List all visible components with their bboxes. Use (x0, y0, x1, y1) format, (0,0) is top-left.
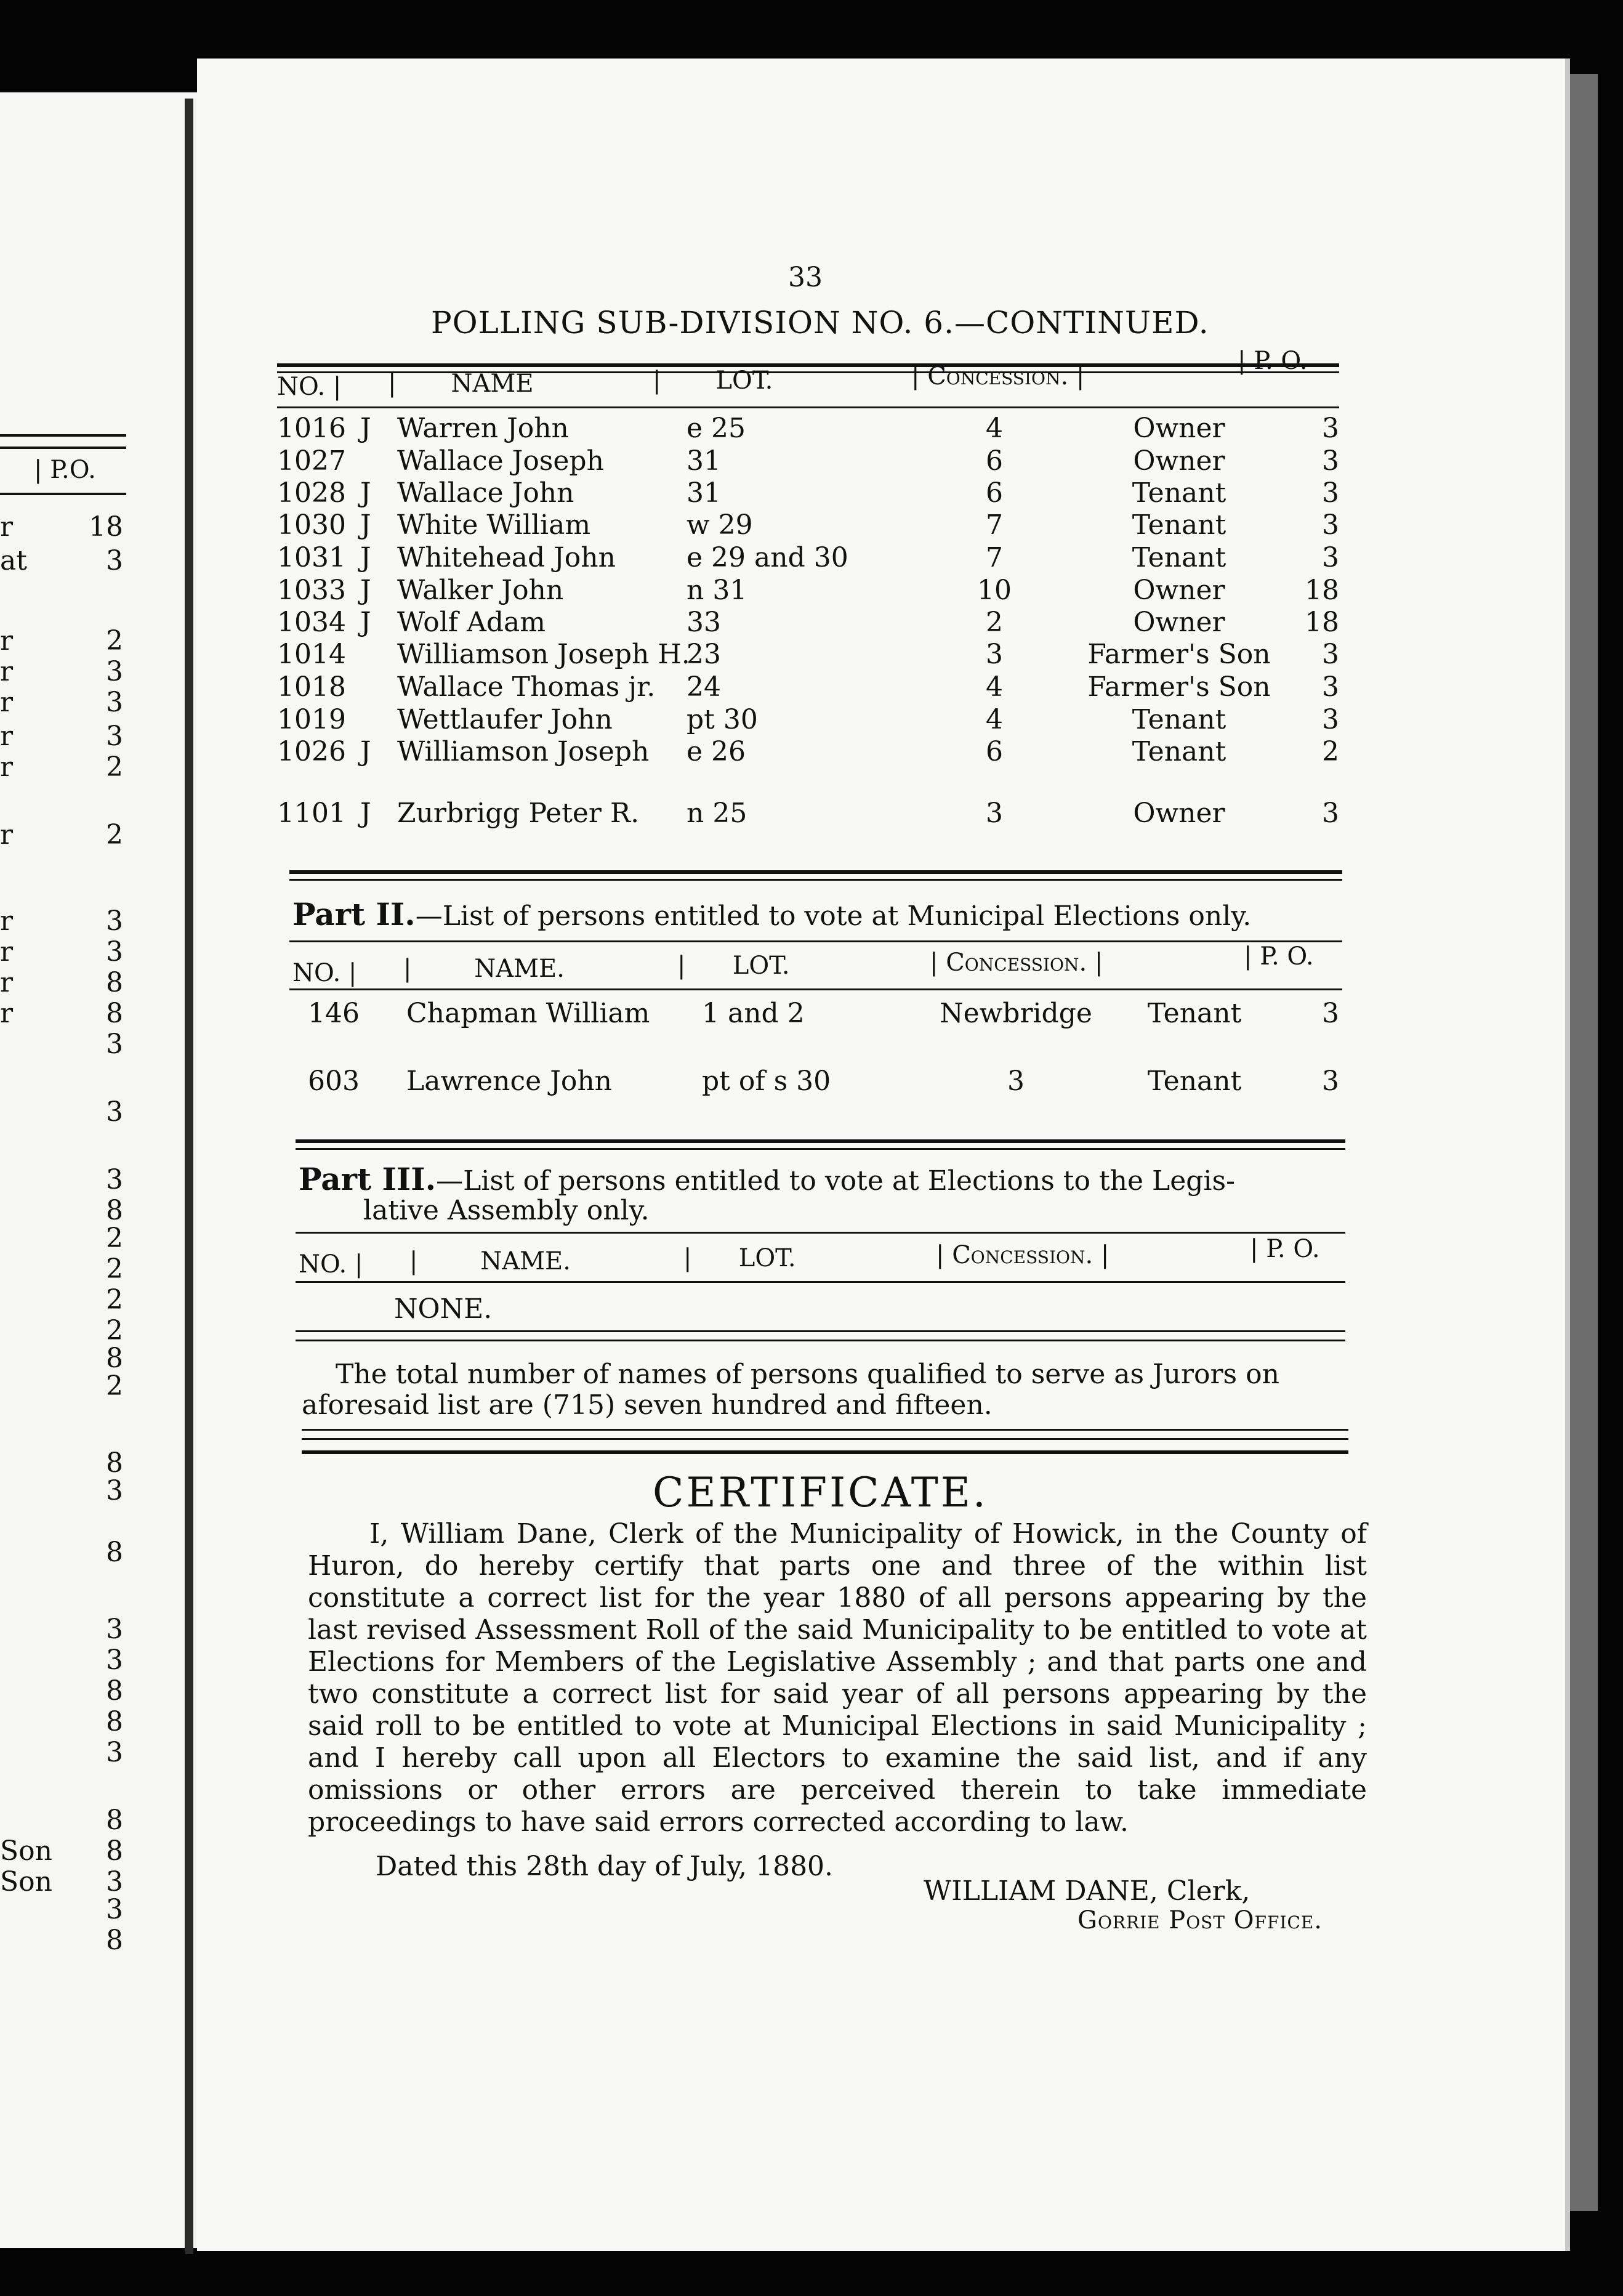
left-page-cell-po: 3 (106, 545, 123, 576)
cell-no: 1018 (277, 671, 346, 703)
left-page-cell-po: 3 (106, 1475, 123, 1506)
cell-no: 1016 (277, 413, 346, 444)
cell-con: 4 (986, 413, 1003, 444)
cell-name: White William (397, 509, 591, 541)
cell-name: Wallace John (397, 477, 574, 509)
left-page-cell-status: r (0, 687, 14, 718)
p3-col-header-name: | NAME. (409, 1247, 571, 1275)
left-page-cell-po: 3 (106, 721, 123, 752)
cell-po: 3 (1322, 798, 1339, 829)
section-rule (302, 1450, 1348, 1454)
certificate-title: CERTIFICATE. (653, 1469, 988, 1516)
cell-name: Whitehead John (397, 542, 616, 573)
table-rule (296, 1340, 1345, 1341)
cell-no: 1101 (277, 798, 346, 829)
cell-lot: n 31 (687, 575, 747, 606)
p3-col-header-lot: | LOT. (683, 1244, 796, 1272)
p2-col-header-po: | P. O. (1244, 942, 1314, 971)
cell-no: 1014 (277, 639, 346, 670)
left-page-cell-po: 8 (106, 1537, 123, 1568)
cell-lot: 33 (687, 607, 721, 638)
left-page-cell-status: Son (0, 1835, 52, 1867)
left-page-cell-po: 2 (106, 1284, 123, 1316)
cell-name: Warren John (397, 413, 569, 444)
cell-no: 1033 (277, 575, 346, 606)
cell-name: Wettlaufer John (397, 704, 613, 735)
p2-col-header-concession: | Concession. | (930, 948, 1103, 977)
cell-status: Tenant (1132, 704, 1226, 735)
left-page-cell-po: 3 (106, 1737, 123, 1768)
cell-no: 1028 (277, 477, 346, 509)
cell-po: 3 (1322, 542, 1339, 573)
cell-lot: pt 30 (687, 704, 758, 735)
cell-j: J (360, 607, 371, 638)
col-header-concession: | Concession. | (911, 362, 1085, 390)
cell-j: J (360, 736, 371, 767)
left-page-cell-status: r (0, 751, 14, 783)
cell-con: 3 (1007, 1065, 1025, 1097)
cell-j: J (360, 542, 371, 573)
part-three-none: NONE. (394, 1293, 493, 1325)
left-page-cell-po: 2 (106, 751, 123, 783)
left-page-cell-po: 3 (106, 1866, 123, 1898)
part-three-label: Part III. (299, 1161, 437, 1197)
cell-status: Owner (1133, 798, 1225, 829)
left-page-cell-po: 3 (106, 936, 123, 968)
cell-lot: n 25 (687, 798, 747, 829)
cell-con: 3 (986, 639, 1003, 670)
part-two-text: —List of persons entitled to vote at Municipal Elections only. (415, 900, 1252, 932)
jurors-line2: aforesaid list are (715) seven hundred and fifteen. (302, 1389, 993, 1421)
part-three-text-line2: lative Assembly only. (363, 1195, 650, 1226)
cell-name: Chapman William (406, 998, 650, 1029)
cell-po: 3 (1322, 639, 1339, 670)
left-page-cell-po: 2 (106, 625, 123, 657)
cell-po: 3 (1322, 671, 1339, 703)
cell-po: 18 (1305, 575, 1339, 606)
section-rule (289, 879, 1342, 881)
left-page-header: | P.O. (34, 456, 96, 484)
cell-name: Walker John (397, 575, 564, 606)
cell-lot: 31 (687, 445, 721, 477)
left-page-cell-po: 8 (106, 1835, 123, 1867)
left-page-cell-po: 8 (106, 967, 123, 998)
cell-lot: 23 (687, 639, 721, 670)
left-page-cell-status: r (0, 998, 14, 1029)
cell-status: Owner (1133, 575, 1225, 606)
p3-col-header-no: NO. | (299, 1250, 363, 1279)
cell-name: Wallace Thomas jr. (397, 671, 656, 703)
left-page-cell-po: 3 (106, 1029, 123, 1060)
table-rule (289, 940, 1342, 942)
cell-status: Owner (1133, 445, 1225, 477)
left-page-cell-status: r (0, 656, 14, 687)
col-header-name: | NAME (388, 370, 534, 398)
cell-con: 6 (986, 477, 1003, 509)
left-page-cell-po: 2 (106, 1315, 123, 1346)
cell-no: 603 (308, 1065, 360, 1097)
left-page-cell-status: r (0, 721, 14, 752)
table-rule (277, 406, 1339, 408)
left-page-cell-po: 8 (106, 1805, 123, 1836)
p2-col-header-lot: | LOT. (677, 952, 790, 980)
left-page-cell-po: 2 (106, 1253, 123, 1285)
left-page-cell-po: 2 (106, 1223, 123, 1254)
cell-po: 3 (1322, 509, 1339, 541)
cell-po: 3 (1322, 998, 1339, 1029)
cell-con: 6 (986, 445, 1003, 477)
table-rule (277, 363, 1339, 367)
col-header-no: NO. | (277, 373, 342, 401)
col-header-lot: | LOT. (653, 366, 773, 395)
cell-po: 18 (1305, 607, 1339, 638)
left-page-cell-po: 2 (106, 819, 123, 851)
cell-status: Tenant (1132, 736, 1226, 767)
cell-lot: e 26 (687, 736, 746, 767)
left-page-cell-po: 8 (106, 1706, 123, 1737)
cell-no: 146 (308, 998, 360, 1029)
cell-j: J (360, 575, 371, 606)
left-page-cell-po: 2 (106, 1370, 123, 1402)
cell-status: Owner (1133, 607, 1225, 638)
cell-lot: e 25 (687, 413, 746, 444)
clerk-signature: WILLIAM DANE, Clerk, (924, 1875, 1250, 1907)
book-spine (185, 99, 193, 2254)
cell-j: J (360, 413, 371, 444)
p3-col-header-concession: | Concession. | (936, 1241, 1110, 1269)
cell-name: Williamson Joseph (397, 736, 650, 767)
cell-lot: 1 and 2 (702, 998, 805, 1029)
left-page-cell-status: r (0, 905, 14, 937)
left-page-cell-status: r (0, 936, 14, 968)
cell-lot: w 29 (687, 509, 753, 541)
left-page-cell-po: 8 (106, 1675, 123, 1707)
cell-j: J (360, 798, 371, 829)
cell-no: 1027 (277, 445, 346, 477)
cell-name: Wallace Joseph (397, 445, 604, 477)
cell-no: 1034 (277, 607, 346, 638)
cell-name: Wolf Adam (397, 607, 546, 638)
left-page-cell-po: 3 (106, 1644, 123, 1676)
table-rule (296, 1232, 1345, 1234)
part-three-heading (299, 1161, 1235, 1197)
left-page-cell-po: 3 (106, 1164, 123, 1195)
section-rule (296, 1139, 1345, 1143)
cell-con: 7 (986, 509, 1003, 541)
left-page-cell-po: 3 (106, 905, 123, 937)
left-page-cell-status: Son (0, 1866, 52, 1898)
cell-status: Tenant (1147, 998, 1242, 1029)
cell-po: 3 (1322, 413, 1339, 444)
table-rule (296, 1281, 1345, 1283)
p3-col-header-po: | P. O. (1250, 1235, 1320, 1263)
left-page-cell-po: 8 (106, 1925, 123, 1956)
cell-lot: 31 (687, 477, 721, 509)
left-page-cell-po: 3 (106, 1096, 123, 1128)
cell-j: J (360, 509, 371, 541)
part-two-label: Part II. (292, 896, 416, 932)
cell-no: 1026 (277, 736, 346, 767)
section-rule (296, 1148, 1345, 1150)
section-rule (289, 870, 1342, 874)
left-page-fragment (0, 92, 203, 2248)
cell-po: 3 (1322, 445, 1339, 477)
p2-col-header-no: NO. | (292, 959, 357, 987)
cell-status: Farmer's Son (1087, 671, 1271, 703)
cell-po: 2 (1322, 736, 1339, 767)
cell-no: 1019 (277, 704, 346, 735)
page-number: 33 (788, 262, 823, 293)
cell-status: Tenant (1147, 1065, 1242, 1097)
cell-lot: e 29 and 30 (687, 542, 848, 573)
col-header-po: | P. O. (1238, 347, 1308, 375)
left-page-cell-status: r (0, 967, 14, 998)
section-rule (302, 1438, 1348, 1440)
cell-status: Farmer's Son (1087, 639, 1271, 670)
cell-con: 10 (977, 575, 1012, 606)
cell-name: Zurbrigg Peter R. (397, 798, 640, 829)
p2-col-header-name: | NAME. (403, 955, 565, 983)
part-three-text-line1: —List of persons entitled to vote at Elections to the Legis- (436, 1165, 1235, 1197)
cell-status: Tenant (1132, 477, 1226, 509)
cell-con: 7 (986, 542, 1003, 573)
left-page-cell-status: r (0, 511, 14, 543)
cell-name: Williamson Joseph H. (397, 639, 690, 670)
cell-status: Tenant (1132, 509, 1226, 541)
left-page-cell-po: 3 (106, 1894, 123, 1925)
cell-con: 2 (986, 607, 1003, 638)
left-page-cell-po: 18 (89, 511, 123, 543)
left-page-cell-po: 8 (106, 1343, 123, 1374)
left-page-rule (0, 493, 126, 495)
left-page-cell-po: 3 (106, 687, 123, 718)
cell-con: 4 (986, 671, 1003, 703)
cell-con: 4 (986, 704, 1003, 735)
left-page-rule (0, 447, 126, 449)
cell-j: J (360, 477, 371, 509)
page-title: POLLING SUB-DIVISION NO. 6.—CONTINUED. (431, 305, 1209, 341)
jurors-line1: The total number of names of persons qualified to serve as Jurors on (336, 1359, 1279, 1390)
left-page-cell-po: 3 (106, 1614, 123, 1645)
left-page-cell-status: at (0, 545, 27, 576)
cell-po: 3 (1322, 1065, 1339, 1097)
post-office: Gorrie Post Office. (1077, 1906, 1323, 1934)
section-rule (302, 1429, 1348, 1431)
cell-con: Newbridge (940, 998, 1092, 1029)
left-page-cell-po: 8 (106, 998, 123, 1029)
document-page (197, 59, 1570, 2251)
page-edge-shadow (1570, 74, 1598, 2211)
certificate-date: Dated this 28th day of July, 1880. (376, 1851, 834, 1882)
cell-status: Tenant (1132, 542, 1226, 573)
cell-status: Owner (1133, 413, 1225, 444)
left-page-cell-po: 8 (106, 1195, 123, 1226)
table-rule (296, 1330, 1345, 1332)
left-page-cell-po: 8 (106, 1447, 123, 1479)
cell-con: 3 (986, 798, 1003, 829)
certificate-body: I, William Dane, Clerk of the Municipality of Howick, in the County of Huron, do hereby certify that parts one and three of the within list constitute a correct list for the year 1880 of all persons appearing by the last revised Assessment Roll of the said Municipality to be entitled to vote at Elections for Members of the Legislative Assembly ; and that parts one and two constitute a correct list for said year of all persons appearing by the said roll to be entitled to vote at Municipal Elections in said Municipality ; and I hereby call upon all Electors to examine the said list, and if any omissions or other errors are perceived therein to take immediate proceedings to have said errors corrected according to law. (308, 1518, 1367, 1838)
part-two-heading (292, 896, 1251, 932)
left-page-cell-status: r (0, 819, 14, 851)
cell-name: Lawrence John (406, 1065, 612, 1097)
cell-lot: pt of s 30 (702, 1065, 831, 1097)
left-page-rule (0, 434, 126, 437)
left-page-cell-po: 3 (106, 656, 123, 687)
cell-con: 6 (986, 736, 1003, 767)
cell-po: 3 (1322, 477, 1339, 509)
cell-lot: 24 (687, 671, 721, 703)
cell-po: 3 (1322, 704, 1339, 735)
table-rule (289, 988, 1342, 990)
cell-no: 1030 (277, 509, 346, 541)
cell-no: 1031 (277, 542, 346, 573)
left-page-cell-status: r (0, 625, 14, 657)
